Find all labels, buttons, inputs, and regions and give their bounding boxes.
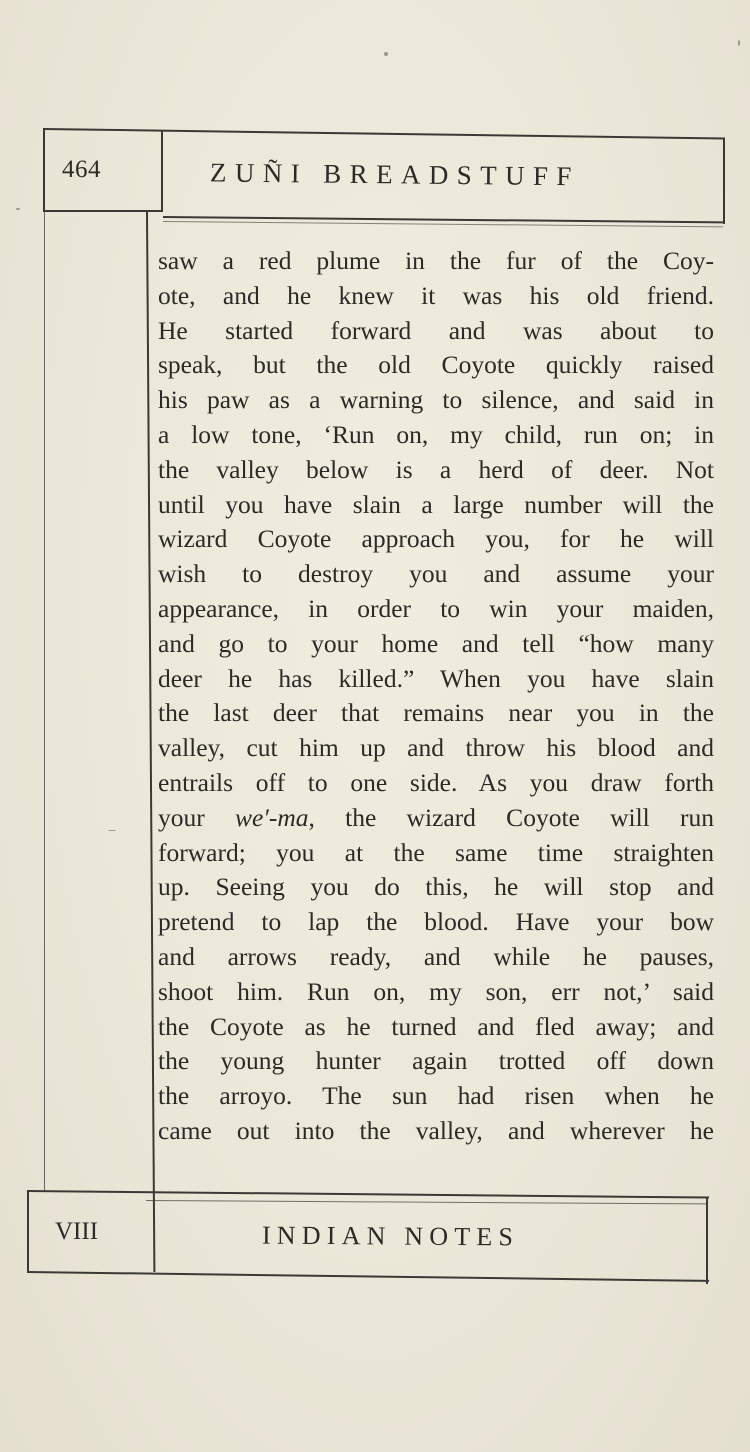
text-line: the Coyote as he turned and fled away; and bbox=[158, 1011, 714, 1041]
text-line: appearance, in order to win your maiden, bbox=[158, 593, 714, 623]
text-line: and arrows ready, and while he pauses, bbox=[158, 941, 714, 971]
frame-rule bbox=[27, 1190, 29, 1272]
text-line: He started forward and was about to bbox=[158, 315, 714, 345]
paper-speck bbox=[16, 208, 20, 210]
text-line: the arroyo. The sun had risen when he bbox=[158, 1081, 714, 1111]
italic-term: we′-ma bbox=[234, 802, 309, 832]
frame-rule bbox=[44, 212, 45, 1192]
running-head: ZUÑI BREADSTUFF bbox=[209, 157, 580, 192]
text-line: deer he has killed.” When you have slain bbox=[158, 663, 714, 693]
text-line: saw a red plume in the fur of the Coy- bbox=[158, 246, 714, 275]
text-line: the young hunter again trotted off down bbox=[158, 1046, 714, 1076]
text-line: wish to destroy you and assume your bbox=[158, 559, 714, 589]
frame-rule bbox=[43, 128, 45, 212]
signature-mark: VIII bbox=[55, 1218, 99, 1245]
text-line: entrails off to one side. As you draw forth bbox=[158, 767, 714, 797]
text-line-with-italic bbox=[158, 801, 714, 836]
text-line: came out into the valley, and wherever he bbox=[158, 1115, 714, 1145]
text-line: valley, cut him up and throw his blood and bbox=[158, 733, 714, 763]
text-line: a low tone, ‘Run on, my child, run on; in bbox=[158, 419, 714, 449]
frame-rule bbox=[706, 1198, 708, 1284]
page-number: 464 bbox=[62, 156, 101, 183]
text-line: ote, and he knew it was his old friend. bbox=[158, 280, 714, 310]
text-line: until you have slain a large number will the bbox=[158, 489, 714, 519]
text-line: his paw as a warning to silence, and said in bbox=[158, 385, 714, 415]
paper-speck bbox=[108, 830, 116, 831]
text-line: the valley below is a herd of deer. Not bbox=[158, 454, 714, 484]
text-line: up. Seeing you do this, he will stop and bbox=[158, 872, 714, 902]
text-line: wizard Coyote approach you, for he will bbox=[158, 524, 714, 554]
text-fragment: , the wizard Coyote will run bbox=[308, 802, 714, 832]
text-line: the last deer that remains near you in the bbox=[158, 698, 714, 728]
frame-rule bbox=[723, 138, 725, 224]
footer-title: INDIAN NOTES bbox=[261, 1220, 520, 1252]
body-text bbox=[158, 244, 714, 1149]
text-line: speak, but the old Coyote quickly raised bbox=[158, 350, 714, 380]
paper-speck bbox=[738, 40, 740, 46]
frame-rule bbox=[161, 130, 163, 212]
paper-speck bbox=[384, 52, 388, 56]
text-line: shoot him. Run on, my son, err not,’ said bbox=[158, 976, 714, 1006]
text-fragment: your bbox=[158, 802, 235, 832]
text-line: and go to your home and tell “how many bbox=[158, 628, 714, 658]
text-line: forward; you at the same time straighten bbox=[158, 837, 714, 867]
text-line: pretend to lap the blood. Have your bow bbox=[158, 907, 714, 937]
